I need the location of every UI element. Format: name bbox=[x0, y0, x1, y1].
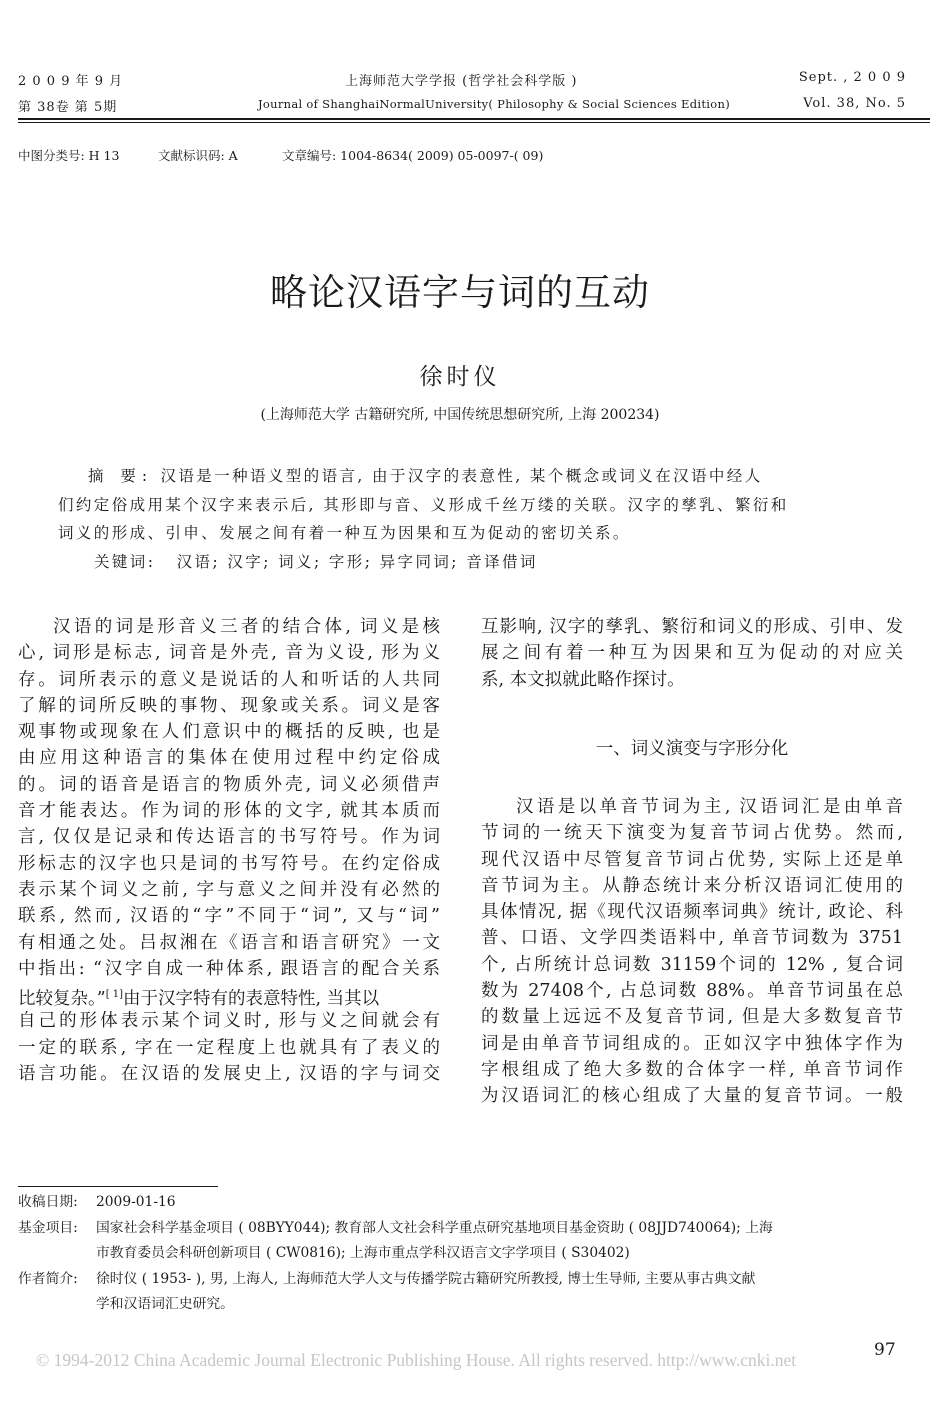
header-journal-cn: 上海师范大学学报 (哲学社会科学版 ) bbox=[345, 74, 578, 89]
fund-line-2: 市教育委员会科研创新项目 ( CW0816); 上海市重点学科汉语言文字学项目 ( S30402) bbox=[96, 1245, 630, 1261]
footnotes bbox=[18, 1190, 930, 1318]
right-body-line-3: 现代汉语中尽管复音节词占优势, 实际上还是单 bbox=[481, 849, 903, 870]
header-date-en: Sept. , 2 0 0 9 bbox=[798, 70, 906, 85]
left-line-9: 言, 仅仅是记录和传达语言的书写符号。作为词 bbox=[18, 827, 440, 848]
right-column-body bbox=[481, 794, 903, 1110]
abstract-line-3: 词义的形成、引申、发展之间有着一种互为因果和互为促动的密切关系。 bbox=[58, 524, 631, 542]
author-affiliation: (上海师范大学 古籍研究所, 中国传统思想研究所, 上海 200234) bbox=[260, 407, 660, 423]
right-line-1: 互影响, 汉字的孳乳、繁衍和词义的形成、引申、发 bbox=[481, 617, 903, 637]
right-body-line-6: 普、口语、文学四类语料中, 单音节词数为 3751 bbox=[481, 928, 903, 949]
left-line-11: 表示某个词义之前, 字与意义之间并没有必然的 bbox=[18, 879, 440, 900]
document-code: 文献标识码: A bbox=[158, 148, 238, 163]
left-line-10: 形标志的汉字也只是词的书写符号。在约定俗成 bbox=[18, 853, 440, 874]
keywords-list: 汉语; 汉字; 词义; 字形; 异字同词; 音译借词 bbox=[176, 552, 538, 571]
article-number: 文章编号: 1004-8634( 2009) 05-0097-( 09) bbox=[282, 148, 544, 163]
copyright-watermark: © 1994-2012 China Academic Journal Electronic Publishing House. All rights reserved. http://www.cnki.net bbox=[36, 1350, 797, 1370]
abstract-label: 摘 要: bbox=[88, 467, 154, 485]
left-line-1: 汉语的词是形音义三者的结合体, 词义是核 bbox=[53, 617, 440, 637]
left-line-15-a: 比较复杂。” bbox=[18, 988, 106, 1009]
citation-mark: [ 1] bbox=[105, 989, 124, 1001]
right-body-line-8: 数为 27408个, 占总词数 88%。单音节词虽在总 bbox=[481, 981, 903, 1002]
right-body-line-7: 个, 占所统计总词数 31159个词的 12% , 复合词 bbox=[481, 954, 903, 975]
author-bio-line-1: 徐时仪 ( 1953- ), 男, 上海人, 上海师范大学人文与传播学院古籍研究所教授, 博士生导师, 主要从事古典文献 bbox=[96, 1270, 756, 1287]
left-line-13: 有相通之处。吕叔湘在《语言和语言研究》一文 bbox=[18, 932, 440, 953]
right-body-line-4: 音节词为主。从静态统计来分析汉语词汇使用的 bbox=[481, 875, 903, 896]
abstract-line-2: 们约定俗成用某个汉字来表示后, 其形即与音、义形成千丝万缕的关联。汉字的孳乳、繁衍和 bbox=[58, 495, 789, 514]
header-rule-bottom bbox=[18, 122, 930, 123]
left-line-17: 一定的联系, 字在一定程度上也就具有了表义的 bbox=[18, 1037, 440, 1058]
left-line-3: 存。词所表示的意义是说话的人和听话的人共同 bbox=[18, 669, 440, 690]
fund-line-1: 国家社会科学基金项目 ( 08BYY044); 教育部人文社会科学重点研究基地项目基金资助 ( 08JJD740064); 上海 bbox=[96, 1219, 773, 1236]
footnote-received bbox=[18, 1190, 930, 1216]
footnote-fund bbox=[18, 1216, 930, 1267]
left-line-7: 的。词的语音是语言的物质外壳, 词义必须借声 bbox=[18, 774, 440, 795]
left-line-16: 自己的形体表示某个词义时, 形与义之间就会有 bbox=[18, 1011, 440, 1032]
left-line-15 bbox=[18, 982, 440, 1008]
left-column bbox=[18, 614, 440, 1087]
received-label: 收稿日期: bbox=[18, 1194, 78, 1210]
left-line-4: 了解的词所反映的事物、现象或关系。词义是客 bbox=[18, 695, 440, 716]
left-line-18: 语言功能。在汉语的发展史上, 汉语的字与词交 bbox=[18, 1064, 440, 1085]
left-line-5: 观事物或现象在人们意识中的概括的反映, 也是 bbox=[18, 722, 440, 743]
right-body-line-10: 词是由单音节词组成的。正如汉字中独体字作为 bbox=[481, 1033, 903, 1054]
right-body-line-2: 节词的一统天下演变为复音节词占优势。然而, bbox=[481, 823, 903, 844]
right-body-line-5: 具体情况, 据《现代汉语频率词典》统计, 政论、科 bbox=[481, 902, 903, 923]
author-name: 徐时仪 bbox=[419, 364, 501, 390]
right-line-2: 展之间有着一种互为因果和互为促动的对应关 bbox=[481, 643, 903, 664]
footnote-author bbox=[18, 1267, 930, 1318]
right-body-line-12: 为汉语词汇的核心组成了大量的复音节词。一般 bbox=[481, 1086, 903, 1107]
header-date-cn: 2 0 0 9 年 9 月 bbox=[18, 74, 124, 89]
left-line-12: 联系, 然而, 汉语的“字”不同于“词”, 又与“词” bbox=[18, 906, 440, 927]
keywords-label: 关键词: bbox=[94, 552, 156, 571]
abstract-block bbox=[58, 462, 878, 576]
right-body-line-9: 的数量上远远不及复音节词, 但是大多数复音节 bbox=[481, 1007, 903, 1028]
clc-number: 中图分类号: H 13 bbox=[18, 148, 120, 163]
right-line-3: 系, 本文拟就此略作探讨。 bbox=[481, 669, 685, 690]
section-heading: 一、词义演变与字形分化 bbox=[595, 739, 789, 759]
right-body-line-1: 汉语是以单音节词为主, 汉语词汇是由单音 bbox=[516, 797, 903, 817]
left-line-15-b: 由于汉字特有的表意特性, 当其以 bbox=[123, 988, 380, 1009]
left-line-8: 音才能表达。作为词的形体的文字, 就其本质而 bbox=[18, 801, 440, 822]
right-body-line-11: 字根组成了绝大多数的合体字一样, 单音节词作 bbox=[481, 1059, 903, 1080]
left-line-14: 中指出: “汉字自成一种体系, 跟语言的配合关系 bbox=[18, 958, 440, 979]
author-bio-label: 作者简介: bbox=[18, 1270, 78, 1287]
header-vol-en: Vol. 38, No. 5 bbox=[803, 96, 906, 111]
header-journal-en: Journal of ShanghaiNormalUniversity( Philosophy & Social Sciences Edition) bbox=[258, 97, 730, 111]
article-title: 略论汉语字与词的互动 bbox=[270, 271, 650, 314]
right-column-top bbox=[481, 614, 903, 693]
author-bio-line-2: 学和汉语词汇史研究。 bbox=[96, 1296, 234, 1312]
footnote-rule bbox=[18, 1186, 218, 1187]
abstract-line-1: 汉语是一种语义型的语言, 由于汉字的表意性, 某个概念或词义在汉语中经人 bbox=[160, 467, 763, 485]
page-number: 97 bbox=[874, 1340, 896, 1360]
received-date: 2009-01-16 bbox=[96, 1194, 176, 1210]
header-rule-top bbox=[18, 118, 930, 120]
fund-label: 基金项目: bbox=[18, 1219, 78, 1236]
left-line-2: 心, 词形是标志, 词音是外壳, 音为义设, 形为义 bbox=[18, 643, 440, 664]
header-issue-cn: 第 38卷 第 5期 bbox=[18, 100, 118, 115]
left-line-6: 由应用这种语言的集体在使用过程中约定俗成 bbox=[18, 748, 440, 769]
